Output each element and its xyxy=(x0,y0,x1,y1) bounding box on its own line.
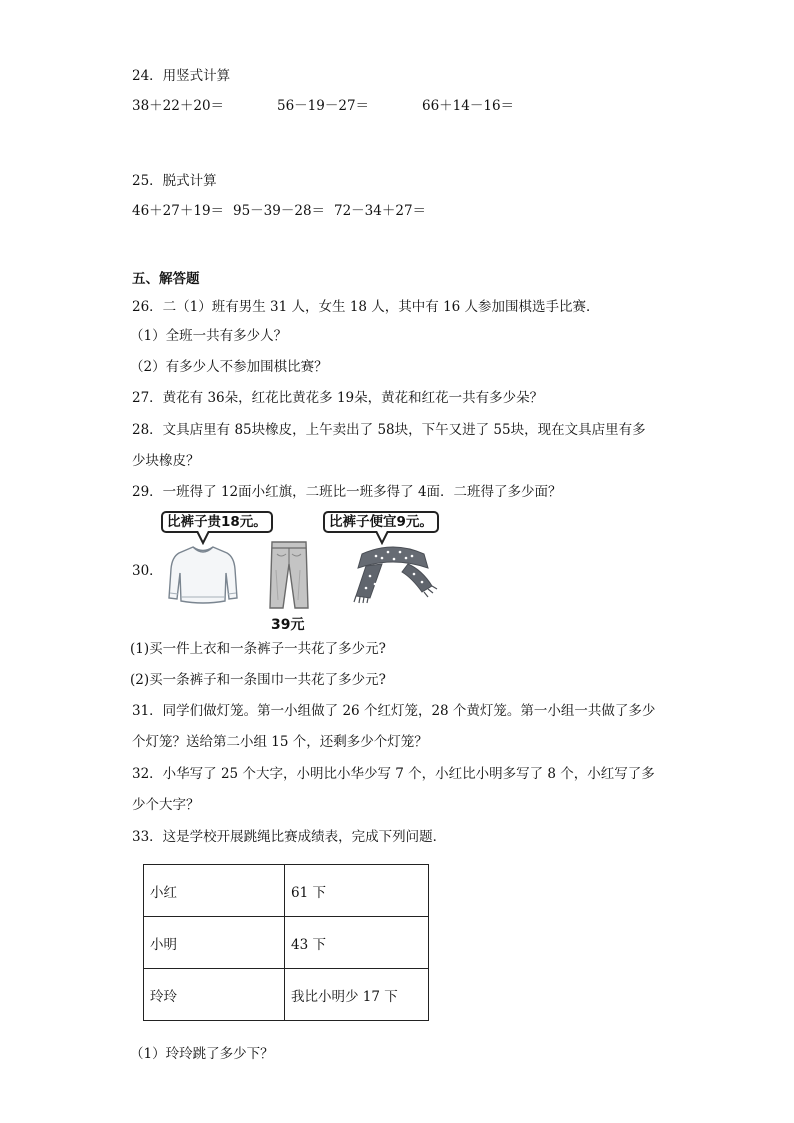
q30-sub2: (2)买一条裤子和一条围巾一共花了多少元? xyxy=(130,672,386,688)
q26-sub2: （2）有多少人不参加围棋比赛？ xyxy=(130,359,328,375)
q30-number: 30． xyxy=(132,563,163,579)
q33-stem: 33．这是学校开展跳绳比赛成绩表，完成下列问题． xyxy=(132,829,447,845)
q27-stem: 27．黄花有 36朵，红花比黄花多 19朵，黄花和红花一共有多少朵？ xyxy=(132,390,544,406)
table-cell-name: 小红 xyxy=(144,865,285,917)
sweater-icon xyxy=(167,543,239,607)
section-title: 五、解答题 xyxy=(132,271,200,287)
q25-title: 25．脱式计算 xyxy=(132,173,217,189)
q28-line2: 少块橡皮？ xyxy=(132,453,200,469)
q25-expression-1: 46＋27＋19＝ xyxy=(132,203,225,219)
table-row xyxy=(144,917,429,969)
q26-stem: 26．二（1）班有男生 31 人，女生 18 人，其中有 16 人参加围棋选手比赛． xyxy=(132,299,600,315)
q33-sub1: （1）玲玲跳了多少下？ xyxy=(130,1046,274,1062)
q24-expression-1: 38＋22＋20＝ xyxy=(132,98,225,114)
table-cell-name: 玲玲 xyxy=(144,969,285,1021)
q25-expression-3: 72－34＋27＝ xyxy=(334,203,427,219)
table-cell-value: 61 下 xyxy=(285,865,429,917)
q32-line2: 少个大字？ xyxy=(132,797,200,813)
q26-sub1: （1）全班一共有多少人？ xyxy=(130,328,288,344)
q25-expression-2: 95－39－28＝ xyxy=(233,203,326,219)
q24-expression-3: 66＋14－16＝ xyxy=(422,98,515,114)
scarf-icon xyxy=(348,542,440,604)
table-row xyxy=(144,969,429,1021)
score-table xyxy=(143,864,429,1021)
pants-price-label: 39元 xyxy=(271,617,305,633)
table-cell-name: 小明 xyxy=(144,917,285,969)
q31-line1: 31．同学们做灯笼。第一小组做了 26 个红灯笼，28 个黄灯笼。第一小组一共做了多少 xyxy=(132,703,656,719)
q24-expression-2: 56－19－27＝ xyxy=(277,98,370,114)
q29-stem: 29．一班得了 12面小红旗，二班比一班多得了 4面．二班得了多少面？ xyxy=(132,484,562,500)
table-cell-value: 我比小明少 17 下 xyxy=(285,969,429,1021)
q28-line1: 28．文具店里有 85块橡皮，上午卖出了 58块，下午又进了 55块，现在文具店里有多 xyxy=(132,422,646,438)
q32-line1: 32．小华写了 25 个大字，小明比小华少写 7 个，小红比小明多写了 8 个，小红写了多 xyxy=(132,766,655,782)
shirt-speech-bubble: 比裤子贵18元。 xyxy=(161,511,273,533)
scarf-speech-bubble: 比裤子便宜9元。 xyxy=(323,511,439,533)
q31-line2: 个灯笼？送给第二小组 15 个，还剩多少个灯笼？ xyxy=(132,734,428,750)
q30-sub1: (1)买一件上衣和一条裤子一共花了多少元? xyxy=(130,641,386,657)
pants-icon xyxy=(268,540,310,612)
table-cell-value: 43 下 xyxy=(285,917,429,969)
table-row xyxy=(144,865,429,917)
q24-title: 24．用竖式计算 xyxy=(132,68,231,84)
